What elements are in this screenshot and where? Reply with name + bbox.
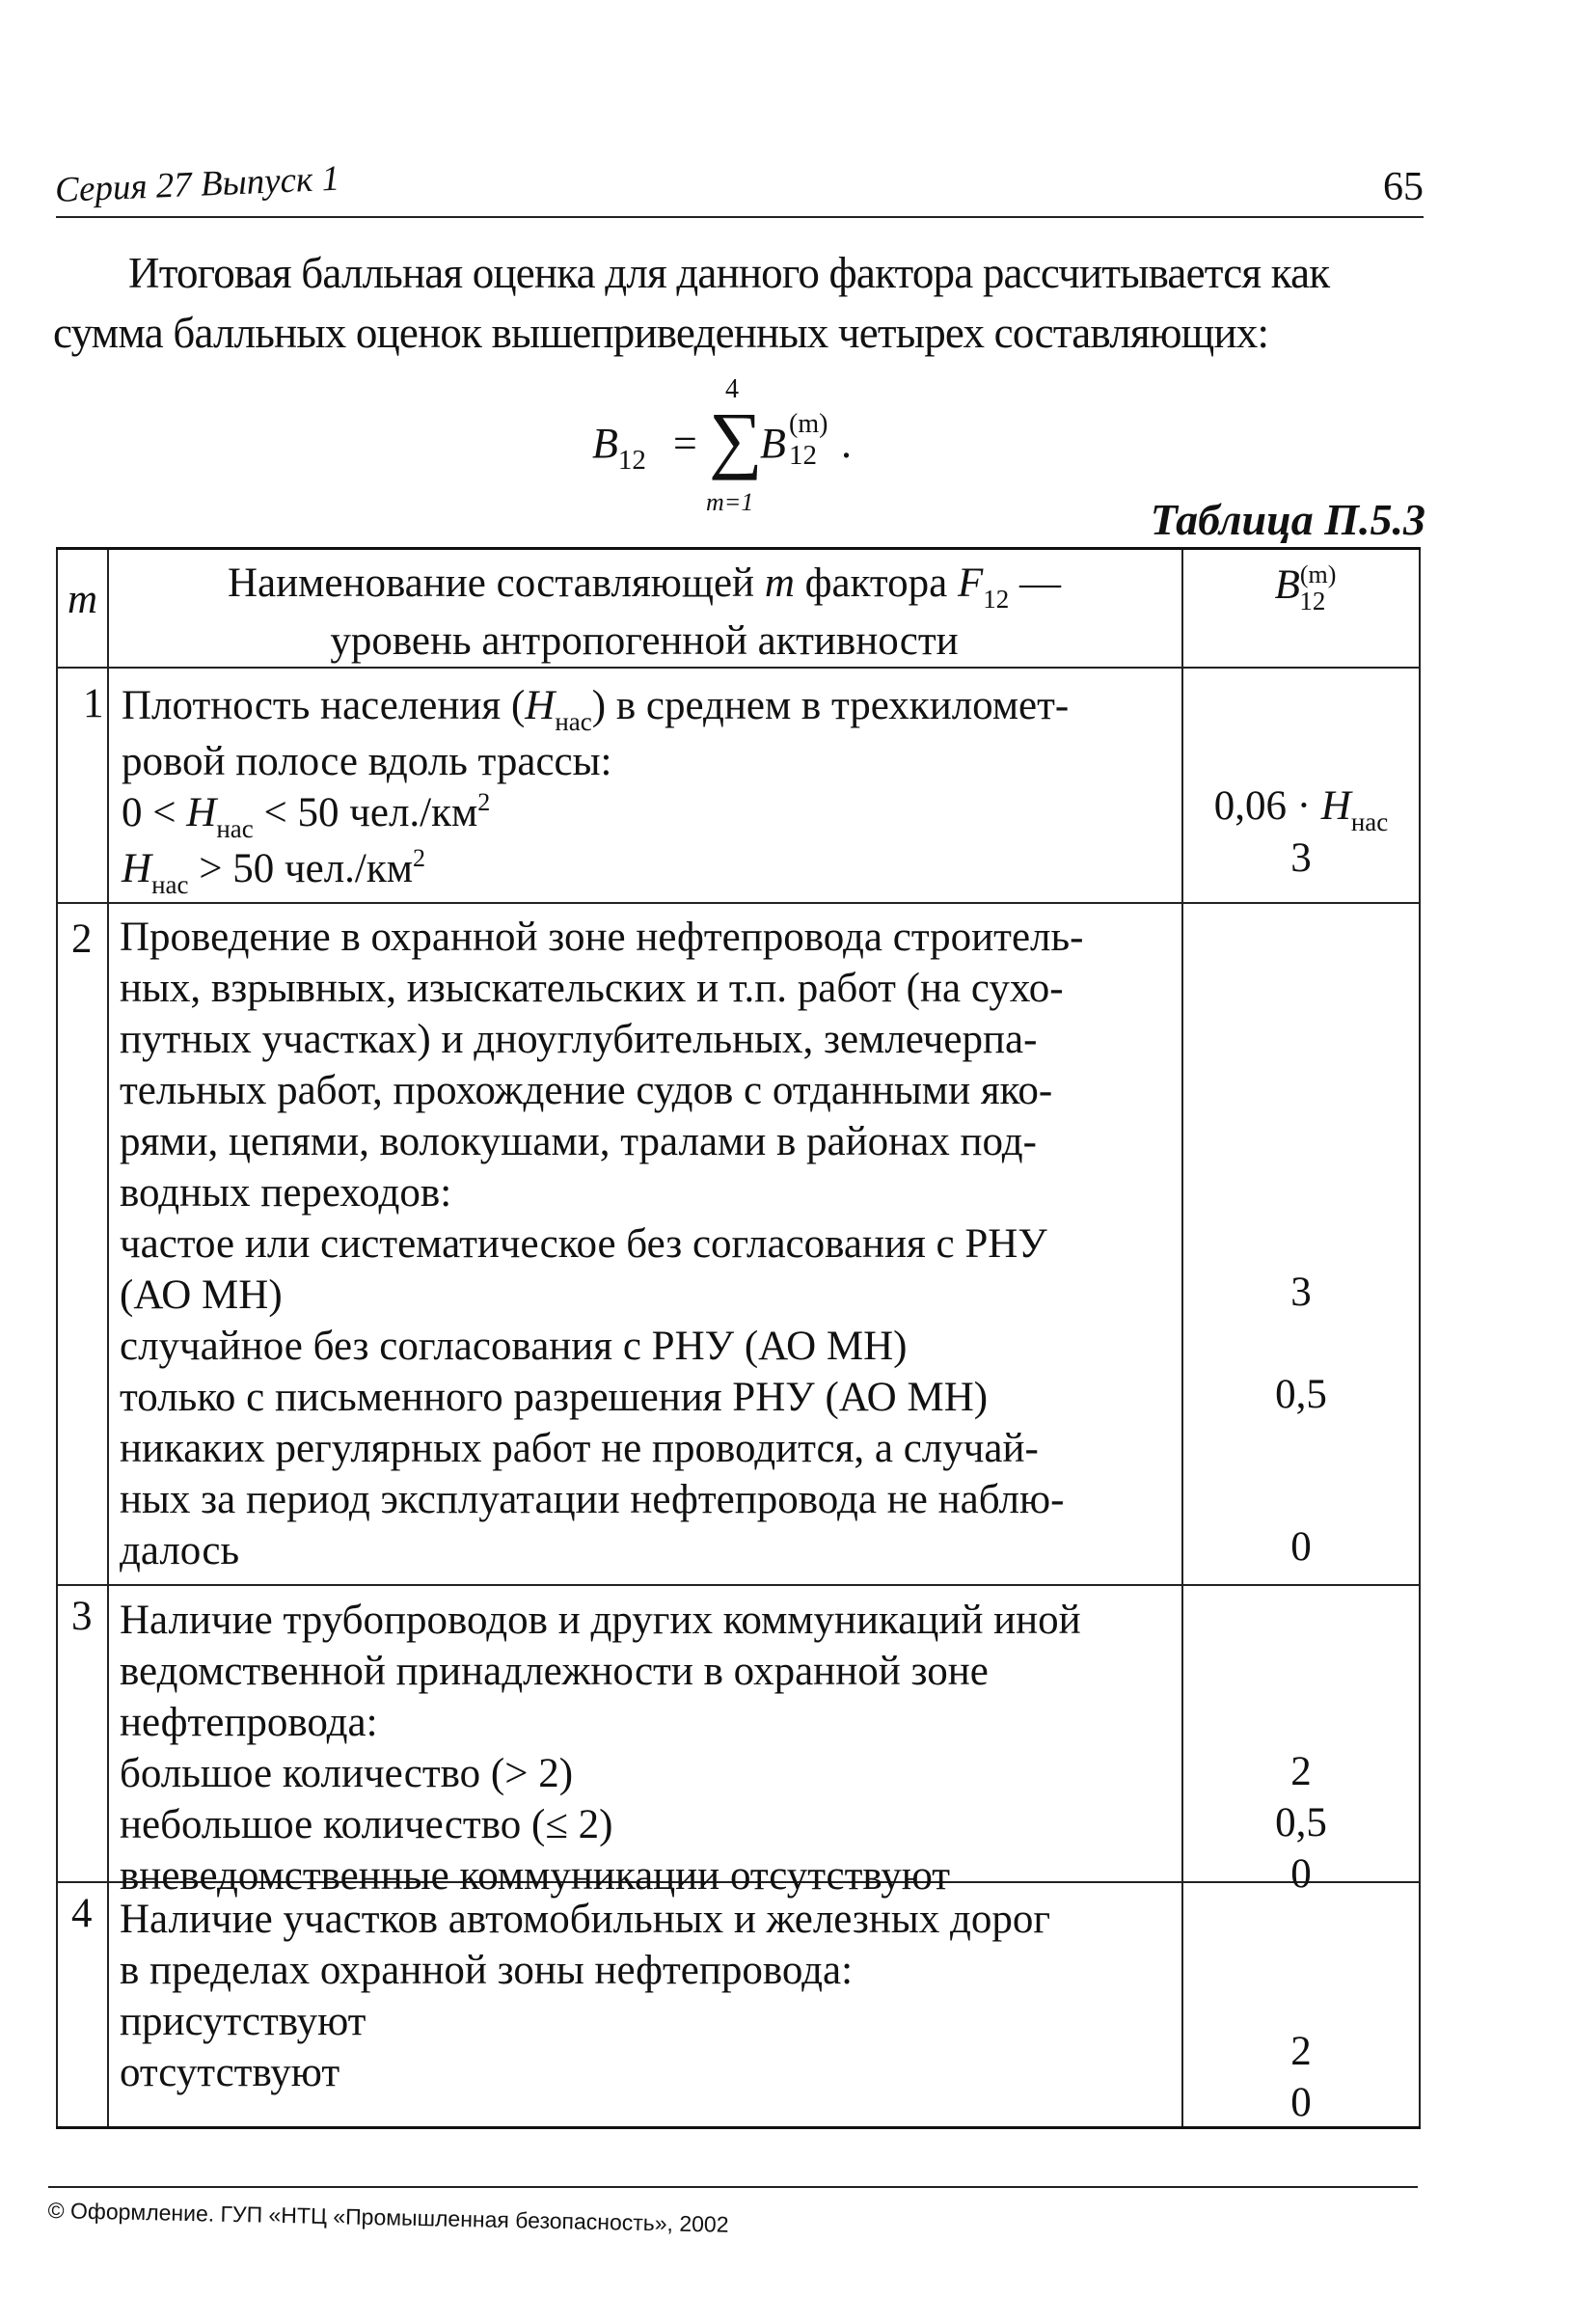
sum-sign-icon: ∑ bbox=[709, 396, 763, 480]
row1-value-1-sub: нас bbox=[1350, 807, 1389, 836]
row2-line: путных участках) и дноуглубительных, землечерпа- bbox=[120, 1017, 1038, 1062]
header-score bbox=[1182, 559, 1418, 616]
header-name-text-2: фактора bbox=[804, 560, 948, 606]
table-border-left bbox=[56, 547, 58, 2129]
row3-line: нефтепровода: bbox=[120, 1700, 378, 1745]
header-score-superscript: (m) bbox=[1299, 560, 1337, 588]
row1-value-2: 3 bbox=[1290, 835, 1312, 881]
row2-line: рями, цепями, волокушами, тралами в районах под- bbox=[120, 1119, 1037, 1164]
row3-value-3: 0 bbox=[1290, 1851, 1312, 1897]
row3-line: небольшое количество (≤ 2) bbox=[120, 1802, 613, 1847]
row1-line-1-a: Плотность населения ( bbox=[122, 683, 526, 728]
row4-m: 4 bbox=[71, 1891, 93, 1936]
row1-line-1-h: Н bbox=[525, 683, 556, 728]
formula-term bbox=[760, 409, 828, 471]
formula-lhs bbox=[592, 419, 646, 476]
sum-formula bbox=[588, 374, 916, 516]
header-name-f: F bbox=[957, 560, 984, 606]
row4-line: отсутствуют bbox=[120, 2050, 340, 2095]
row1-value-1 bbox=[1192, 782, 1410, 836]
row1-value-1-a: 0,06 · bbox=[1213, 783, 1321, 829]
row3-line: Наличие трубопроводов и других коммуникаций иной bbox=[120, 1598, 1081, 1643]
row2-text bbox=[120, 912, 1178, 1576]
row2-line: ных, взрывных, изыскательских и т.п. работ (на сухо- bbox=[120, 966, 1064, 1011]
row4-line: Наличие участков автомобильных и железных дорог bbox=[120, 1897, 1051, 1942]
row2-value-3: 0 bbox=[1290, 1524, 1312, 1570]
row2-line: Проведение в охранной зоне нефтепровода строитель- bbox=[120, 915, 1084, 960]
row3-m: 3 bbox=[71, 1594, 93, 1639]
formula-equals: = bbox=[673, 420, 697, 467]
table-border-top bbox=[56, 547, 1421, 550]
row4-line: в пределах охранной зоны нефтепровода: bbox=[120, 1948, 854, 1993]
row1-line-1-sub: нас bbox=[555, 707, 592, 736]
row1-m: 1 bbox=[83, 681, 104, 726]
header-score-subscript: 12 bbox=[1299, 587, 1326, 615]
row1-line-1-b: ) в среднем в трехкиломет- bbox=[591, 683, 1070, 728]
page-footer bbox=[48, 2178, 1418, 2256]
row1-line-4-h: Н bbox=[122, 846, 152, 891]
row2-line: (АО МН) bbox=[120, 1272, 283, 1318]
row1-line-2: ровой полосе вдоль трассы: bbox=[122, 739, 612, 784]
row-divider-2 bbox=[56, 1584, 1421, 1586]
row1-line-3 bbox=[122, 787, 1178, 843]
row1-value-1-h: Н bbox=[1320, 783, 1351, 829]
factor-table bbox=[56, 547, 1421, 2129]
row2-line: тельных работ, прохождение судов с отданными яко- bbox=[120, 1068, 1053, 1113]
header-name-dash: — bbox=[1019, 560, 1062, 606]
header-rule bbox=[56, 216, 1424, 218]
row1-line-4-sub: нас bbox=[151, 870, 189, 899]
row3-value-1: 2 bbox=[1290, 1749, 1312, 1794]
table-caption: Таблица П.5.3 bbox=[1150, 495, 1425, 544]
footer-rule bbox=[48, 2186, 1418, 2188]
row1-line-3-a: 0 < bbox=[122, 790, 187, 835]
row3-value-2: 0,5 bbox=[1275, 1800, 1327, 1846]
row1-line-3-h: Н bbox=[186, 790, 217, 835]
formula-period: . bbox=[841, 420, 852, 467]
row4-text bbox=[120, 1894, 1178, 2098]
row1-line-4-b: > 50 чел./км bbox=[188, 846, 413, 891]
header-name-m: m bbox=[764, 560, 795, 606]
row1-line-1 bbox=[122, 680, 1178, 736]
row1-line-4 bbox=[122, 843, 1178, 899]
page-header bbox=[54, 158, 1424, 218]
series-label: Серия 27 Выпуск 1 bbox=[54, 158, 340, 211]
formula-term-superscript: (m) bbox=[789, 409, 828, 439]
row2-line: ных за период эксплуатации нефтепровода не наблю- bbox=[120, 1477, 1065, 1522]
page-number: 65 bbox=[1383, 165, 1424, 209]
row2-line: далось bbox=[120, 1528, 240, 1573]
row2-line: частое или систематическое без согласования с РНУ bbox=[120, 1221, 1047, 1267]
table-col-divider-1 bbox=[107, 547, 109, 2129]
header-name-f-subscript: 12 bbox=[983, 585, 1010, 614]
row2-m: 2 bbox=[71, 916, 93, 962]
row1-line-3-sup: 2 bbox=[477, 788, 491, 816]
row3-line: ведомственной принадлежности в охранной зоне bbox=[120, 1649, 989, 1694]
row-divider-1 bbox=[56, 902, 1421, 904]
sum-lower-limit: m=1 bbox=[706, 488, 754, 516]
intro-line-1: Итоговая балльная оценка для данного фактора рассчитывается как bbox=[128, 249, 1330, 297]
table-col-divider-2 bbox=[1181, 547, 1183, 2129]
header-name-text-1: Наименование составляющей bbox=[227, 560, 755, 606]
row1-line-3-b: < 50 чел./км bbox=[253, 790, 478, 835]
row3-line: большое количество (> 2) bbox=[120, 1751, 574, 1796]
row1-line-3-sub: нас bbox=[216, 814, 254, 843]
formula-lhs-symbol: B bbox=[592, 420, 618, 467]
sum-upper-limit: 4 bbox=[725, 374, 739, 404]
row3-line: вневедомственные коммуникации отсутствуют bbox=[120, 1853, 951, 1899]
formula-term-symbol: B bbox=[760, 420, 786, 467]
row2-value-2: 0,5 bbox=[1275, 1372, 1327, 1417]
row2-line: водных переходов: bbox=[120, 1170, 452, 1216]
row2-line: никаких регулярных работ не проводится, а случай- bbox=[120, 1426, 1039, 1471]
formula-term-subscript: 12 bbox=[789, 440, 817, 471]
row4-line: присутствуют bbox=[120, 1999, 366, 2044]
table-border-bottom bbox=[56, 2126, 1421, 2129]
header-name bbox=[114, 557, 1175, 668]
formula-lhs-subscript: 12 bbox=[617, 445, 646, 476]
row2-line: случайное без согласования с РНУ (АО МН) bbox=[120, 1324, 908, 1369]
row3-text bbox=[120, 1595, 1178, 1901]
row2-line: только с письменного разрешения РНУ (АО МН) bbox=[120, 1375, 989, 1420]
row4-value-2: 0 bbox=[1290, 2080, 1312, 2125]
header-name-line-2: уровень антропогенной активности bbox=[330, 618, 959, 664]
intro-line-2: сумма балльных оценок вышеприведенных четырех составляющих: bbox=[53, 309, 1269, 357]
copyright-text: © Оформление. ГУП «НТЦ «Промышленная безопасность», 2002 bbox=[47, 2198, 729, 2237]
header-score-symbol: B bbox=[1274, 562, 1300, 608]
row2-value-1: 3 bbox=[1290, 1270, 1312, 1315]
header-m: m bbox=[68, 577, 98, 622]
row4-value-1: 2 bbox=[1290, 2029, 1312, 2074]
table-border-right bbox=[1419, 547, 1421, 2129]
row1-text bbox=[122, 680, 1178, 899]
row1-line-4-sup: 2 bbox=[412, 844, 425, 872]
